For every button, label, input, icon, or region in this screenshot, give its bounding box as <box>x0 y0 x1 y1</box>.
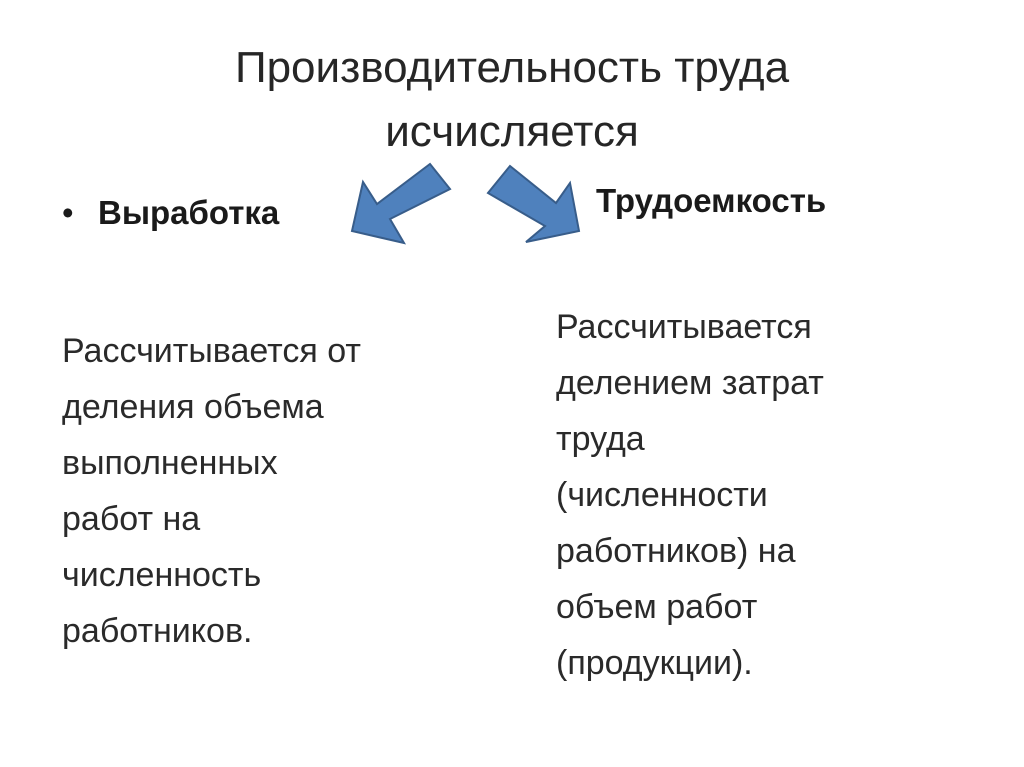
arrow-down-left-icon <box>352 164 450 243</box>
left-heading-row <box>62 190 279 236</box>
right-description-line: объем работ <box>556 588 758 626</box>
slide-title-line-1: Производительность труда <box>234 43 790 92</box>
left-description-line: выполненных <box>62 444 278 482</box>
left-heading: Выработка <box>98 194 280 231</box>
left-description <box>62 323 462 659</box>
right-description-line: (продукции). <box>556 644 753 682</box>
right-description-line: работников) на <box>556 532 796 570</box>
arrow-down-right-icon <box>488 166 579 242</box>
right-description-line: труда <box>556 420 645 458</box>
slide-title <box>80 36 944 164</box>
left-description-line: работников. <box>62 612 253 650</box>
left-description-line: Рассчитывается от <box>62 332 361 370</box>
right-description-line: делением затрат <box>556 364 824 402</box>
right-description-line: (численности <box>556 476 768 514</box>
right-description <box>556 299 976 691</box>
slide-title-line-2: исчисляется <box>385 107 639 156</box>
right-heading: Трудоемкость <box>596 182 827 219</box>
left-description-line: численность <box>62 556 262 594</box>
right-description-line: Рассчитывается <box>556 308 812 346</box>
bullet-icon: • <box>62 194 74 231</box>
left-description-line: работ на <box>62 500 201 538</box>
left-description-line: деления объема <box>62 388 324 426</box>
